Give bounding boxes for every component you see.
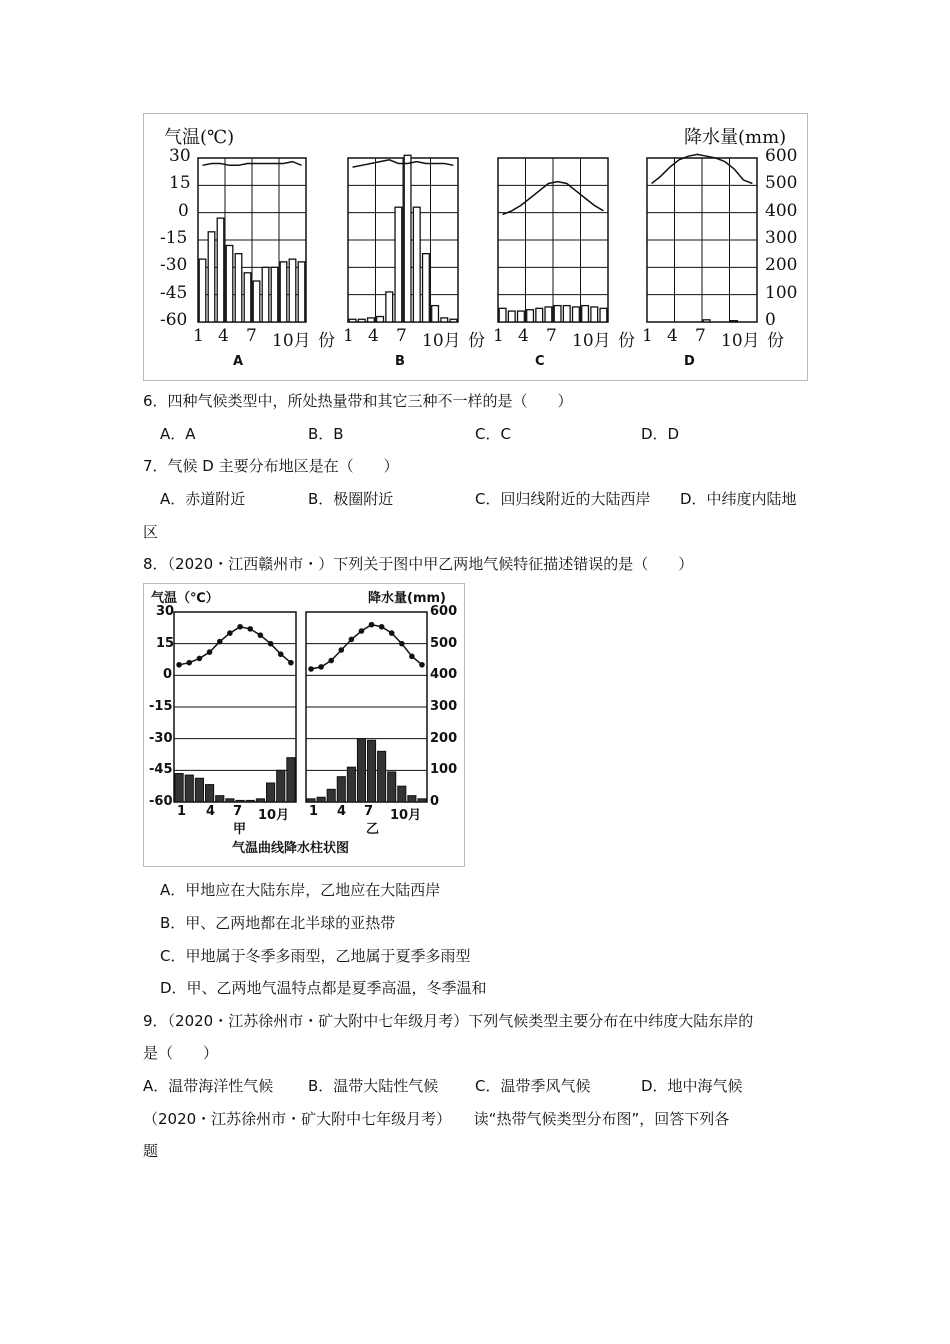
q6-option-d[interactable]: D．D: [641, 425, 680, 443]
temperature-point-乙-7: [369, 622, 375, 628]
fig2-month-tick: 1: [309, 804, 319, 819]
fig2-right-tick: 500: [430, 635, 458, 651]
precip-bar-D-10: [731, 321, 738, 322]
precip-bar-乙-12: [418, 799, 426, 802]
precip-bar-A-12: [298, 262, 305, 322]
precip-bar-B-4: [377, 317, 384, 322]
temperature-point-乙-12: [419, 662, 425, 668]
panel-label-A: A: [233, 354, 244, 369]
precip-bar-C-10: [582, 306, 589, 322]
q7-option-c[interactable]: C．回归线附近的大陆西岸: [475, 490, 651, 508]
fig1-month-tick: 1: [642, 326, 653, 346]
precip-bar-B-6: [395, 207, 402, 322]
precip-bar-B-7: [404, 155, 411, 322]
precip-bar-乙-3: [327, 789, 335, 802]
fig1-month-tick: 10月: [422, 331, 461, 351]
precip-bar-A-9: [271, 267, 278, 322]
fig2-caption: 气温曲线降水柱状图: [232, 841, 350, 856]
question-10-intro: （2020・江苏徐州市・矿大附中七年级月考） 读“热带气候类型分布图”，回答下列各: [143, 1110, 730, 1128]
fig1-month-tick: 10月: [272, 331, 311, 351]
precip-bar-B-2: [358, 319, 365, 322]
question-9-stem: 9．（2020・江苏徐州市・矿大附中七年级月考）下列气候类型主要分布在中纬度大陆东岸的: [143, 1012, 754, 1030]
fig1-right-tick: 500: [765, 173, 798, 194]
q9-option-b[interactable]: B．温带大陆性气候: [308, 1077, 439, 1095]
temperature-point-甲-4: [207, 649, 213, 655]
fig1-month-tick: 7: [396, 326, 407, 346]
fig1-month-tick: 7: [695, 326, 706, 346]
precip-bar-C-9: [573, 307, 580, 322]
panel-label-D: D: [684, 354, 695, 369]
fig2-left-tick: 15: [156, 635, 175, 651]
temperature-point-甲-9: [258, 632, 264, 638]
precip-bar-A-2: [208, 232, 215, 322]
fig1-right-tick: 100: [765, 282, 798, 303]
q8-option-d[interactable]: D．甲、乙两地气温特点都是夏季高温，冬季温和: [160, 979, 487, 997]
fig1-month-tick: 10月: [721, 331, 760, 351]
question-7-stem: 7．气候 D 主要分布地区是在（ ）: [143, 457, 399, 475]
fig2-month-tick: 4: [337, 804, 347, 819]
fig1-right-axis-title: 降水量(mm): [684, 127, 787, 148]
precip-bar-C-5: [536, 308, 543, 322]
precip-bar-甲-7: [236, 800, 244, 802]
fig1-left-tick: 30: [169, 146, 191, 166]
fig2-right-tick: 300: [430, 699, 458, 714]
fig2-month-tick: 4: [206, 804, 216, 819]
fig1-right-tick: 400: [765, 200, 798, 221]
precip-bar-B-12: [450, 319, 457, 322]
q9-option-a[interactable]: A．温带海洋性气候: [143, 1077, 274, 1095]
precip-bar-C-1: [499, 308, 506, 322]
fig2-month-tick: 7: [364, 804, 374, 819]
precip-bar-D-7: [703, 320, 710, 322]
question-9-stem-continued: 是（ ）: [143, 1044, 219, 1062]
temperature-point-乙-4: [338, 647, 344, 653]
precip-bar-甲-11: [277, 770, 285, 802]
precip-bar-A-8: [262, 267, 269, 322]
fig2-right-axis-title: 降水量(mm): [368, 591, 446, 606]
fig1-month-tick: 7: [246, 326, 257, 346]
precip-bar-甲-9: [256, 799, 264, 802]
q6-option-b[interactable]: B．B: [308, 425, 344, 443]
temperature-line-乙: [311, 625, 422, 669]
fig2-left-tick: -15: [149, 699, 173, 714]
fig2-left-axis-title: 气温（℃）: [151, 591, 219, 606]
precip-bar-B-11: [441, 318, 448, 322]
temperature-point-甲-6: [227, 630, 233, 636]
fig1-left-tick: -60: [160, 310, 188, 330]
fig1-right-tick: 200: [765, 255, 798, 276]
temperature-point-乙-1: [308, 666, 314, 672]
precip-bar-C-4: [527, 310, 534, 322]
fig1-left-tick: 0: [178, 200, 189, 221]
q7-option-b[interactable]: B．极圈附近: [308, 490, 394, 508]
temperature-point-甲-8: [247, 626, 253, 632]
precip-bar-B-3: [368, 318, 375, 322]
fig1-month-tick: 份: [468, 331, 485, 351]
fig2-right-tick: 200: [430, 730, 458, 746]
question-10-intro-continued: 题: [143, 1142, 159, 1160]
temperature-point-甲-2: [186, 660, 192, 666]
precip-bar-甲-4: [206, 785, 214, 802]
temperature-point-甲-3: [197, 656, 203, 662]
q7-option-d[interactable]: D．中纬度内陆地: [680, 490, 797, 508]
fig1-month-tick: 4: [368, 326, 379, 346]
precip-bar-B-1: [349, 319, 356, 322]
precip-bar-甲-10: [267, 783, 275, 802]
precip-bar-A-11: [289, 259, 296, 322]
precip-bar-乙-10: [398, 786, 406, 802]
precip-bar-甲-2: [185, 775, 193, 802]
temperature-point-乙-9: [389, 630, 395, 636]
fig2-right-tick: 100: [430, 762, 458, 778]
fig1-month-tick: 10月: [572, 331, 611, 351]
q8-option-c[interactable]: C．甲地属于冬季多雨型，乙地属于夏季多雨型: [160, 947, 471, 965]
fig2-month-tick: 7: [233, 804, 243, 819]
fig1-month-tick: 1: [343, 326, 354, 346]
fig2-month-tick: 10月: [258, 808, 290, 823]
fig2-month-tick: 10月: [390, 808, 422, 823]
temperature-point-乙-2: [318, 664, 324, 670]
precip-bar-C-12: [600, 308, 607, 322]
fig1-month-tick: 1: [493, 326, 504, 346]
precip-bar-甲-5: [216, 796, 224, 802]
fig1-left-axis-title: 气温(℃): [164, 127, 235, 148]
precip-bar-C-2: [508, 311, 515, 322]
precip-bar-乙-7: [368, 740, 376, 802]
temperature-line-甲: [179, 627, 291, 665]
precip-bar-B-5: [386, 292, 393, 322]
precip-bar-乙-1: [307, 799, 315, 802]
fig1-month-tick: 7: [546, 326, 557, 346]
fig1-month-tick: 4: [667, 326, 678, 346]
fig1-month-tick: 份: [767, 331, 784, 351]
precip-bar-乙-11: [408, 796, 416, 802]
panel-label-乙: 乙: [366, 822, 380, 837]
q9-option-c[interactable]: C．温带季风气候: [475, 1077, 591, 1095]
precip-bar-甲-1: [175, 774, 183, 803]
temperature-point-甲-1: [176, 662, 182, 668]
fig1-month-tick: 1: [193, 326, 204, 346]
fig1-left-tick: -15: [160, 228, 188, 248]
precip-bar-乙-9: [388, 772, 396, 802]
precip-bar-甲-3: [195, 778, 203, 802]
fig1-left-tick: 15: [169, 173, 191, 194]
temperature-point-乙-3: [328, 658, 334, 664]
climate-chart-2-svg: [143, 583, 465, 867]
panel-label-甲: 甲: [233, 822, 247, 837]
panel-label-B: B: [395, 354, 405, 369]
precip-bar-乙-5: [347, 767, 355, 802]
temperature-point-甲-5: [217, 639, 223, 645]
precip-bar-A-6: [244, 273, 251, 322]
fig1-left-tick: -30: [160, 255, 188, 276]
precip-bar-A-1: [199, 259, 206, 322]
temperature-point-乙-10: [399, 641, 405, 647]
temperature-point-乙-6: [359, 628, 365, 634]
temperature-point-甲-10: [268, 641, 274, 647]
fig2-left-tick: -60: [149, 794, 173, 809]
q7-option-d-continued: 区: [143, 523, 159, 541]
fig2-left-tick: -45: [149, 762, 173, 778]
q9-option-d[interactable]: D．地中海气候: [641, 1077, 743, 1095]
fig1-month-tick: 份: [318, 331, 335, 351]
fig2-right-tick: 0: [430, 794, 440, 809]
fig1-right-tick: 600: [765, 146, 798, 166]
question-6-stem: 6．四种气候类型中，所处热量带和其它三种不一样的是（ ）: [143, 392, 573, 410]
fig2-right-tick: 400: [430, 667, 458, 683]
question-8-stem: 8．（2020・江西赣州市・）下列关于图中甲乙两地气候特征描述错误的是（ ）: [143, 555, 694, 573]
q8-option-a[interactable]: A．甲地应在大陆东岸，乙地应在大陆西岸: [160, 881, 441, 899]
fig1-month-tick: 4: [518, 326, 529, 346]
precip-bar-C-11: [591, 307, 598, 322]
fig1-right-tick: 300: [765, 228, 798, 248]
fig2-right-tick: 600: [430, 604, 458, 619]
precip-bar-甲-8: [246, 800, 254, 802]
temperature-point-甲-7: [237, 624, 243, 630]
precip-bar-B-10: [432, 306, 439, 322]
fig2-month-tick: 1: [177, 804, 187, 819]
temperature-point-甲-11: [278, 651, 284, 657]
fig1-month-tick: 4: [218, 326, 229, 346]
temperature-point-乙-5: [349, 637, 355, 643]
precip-bar-C-8: [563, 306, 570, 322]
precip-bar-A-7: [253, 281, 260, 322]
q6-option-c[interactable]: C．C: [475, 425, 511, 443]
q8-option-b[interactable]: B．甲、乙两地都在北半球的亚热带: [160, 914, 396, 932]
precip-bar-B-9: [423, 254, 430, 322]
fig1-right-tick: 0: [765, 310, 776, 330]
temperature-point-甲-12: [288, 660, 294, 666]
precip-bar-A-3: [217, 218, 224, 322]
fig2-left-tick: 0: [163, 667, 173, 683]
precip-bar-C-7: [554, 306, 561, 322]
q7-option-a[interactable]: A．赤道附近: [160, 490, 246, 508]
precip-bar-乙-8: [378, 751, 386, 802]
precip-bar-B-8: [413, 207, 420, 322]
fig1-month-tick: 份: [618, 331, 635, 351]
precip-bar-甲-6: [226, 799, 234, 802]
precip-bar-乙-4: [337, 777, 345, 802]
precip-bar-A-10: [280, 262, 287, 322]
fig2-left-tick: -30: [149, 730, 173, 746]
fig1-left-tick: -45: [160, 282, 188, 303]
temperature-point-乙-8: [379, 624, 385, 630]
precip-bar-甲-12: [287, 758, 295, 802]
temperature-point-乙-11: [409, 654, 415, 660]
precip-bar-C-6: [545, 307, 552, 322]
fig2-left-tick: 30: [156, 604, 175, 619]
precip-bar-C-3: [518, 311, 525, 322]
precip-bar-A-5: [235, 254, 242, 322]
q6-option-a[interactable]: A．A: [160, 425, 196, 443]
precip-bar-乙-6: [357, 739, 365, 802]
panel-label-C: C: [535, 354, 545, 369]
precip-bar-乙-2: [317, 797, 325, 802]
precip-bar-A-4: [226, 245, 233, 322]
